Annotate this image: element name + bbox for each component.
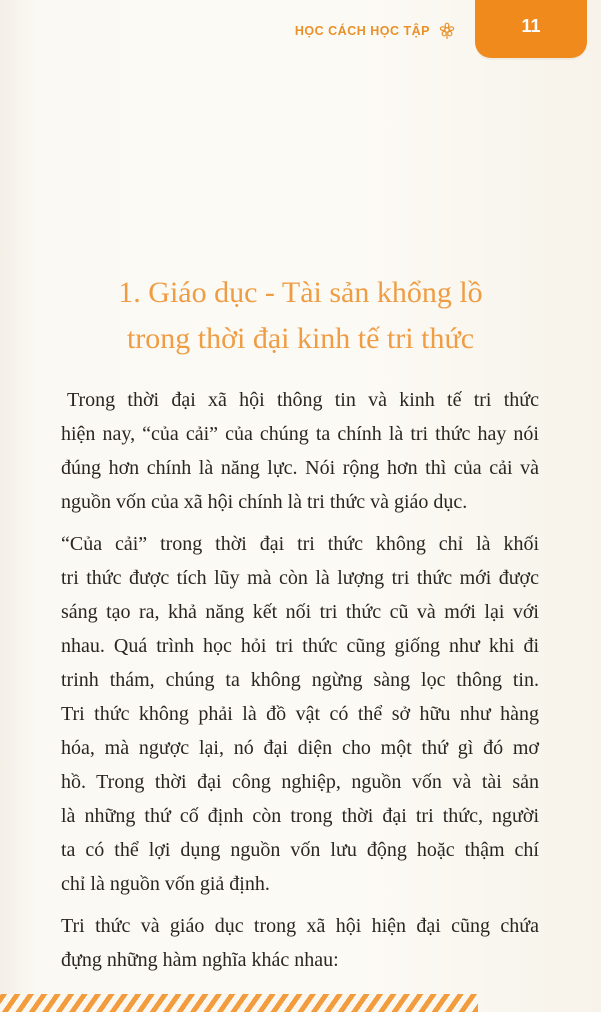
flower-icon [438, 22, 456, 40]
text-line: đúng hơn chính là năng lực. Nói rộng hơn thì của cải và [61, 457, 539, 479]
text-line: Tri thức và giáo dục trong xã hội hiện đại cũng chứa [61, 915, 539, 937]
text-line: đựng những hàm nghĩa khác nhau: [61, 949, 339, 971]
running-title: HỌC CÁCH HỌC TẬP [294, 24, 430, 38]
text-line: nhau. Quá trình học hỏi tri thức cũng giống như khi đi [61, 635, 539, 657]
page-number-tab [475, 0, 587, 58]
text-line: trinh thám, chúng ta không ngừng sàng lọc thông tin. [61, 669, 539, 691]
section-heading-line-1: 1. Giáo dục - Tài sản khổng lồ [118, 276, 483, 310]
text-line: chỉ là nguồn vốn giả định. [61, 873, 270, 895]
text-line: tri thức được tích lũy mà còn là lượng tri thức mới được [61, 567, 539, 589]
text-line: nguồn vốn của xã hội chính là tri thức và giáo dục. [61, 491, 468, 513]
page-number: 11 [521, 15, 541, 36]
text-line: sáng tạo ra, khả năng kết nối tri thức cũ và mới lại với [61, 601, 539, 623]
text-line: hiện nay, “của cải” của chúng ta chính là tri thức hay nói [61, 423, 539, 445]
section-heading-line-2: trong thời đại kinh tế tri thức [126, 322, 475, 356]
running-header [295, 22, 456, 40]
body-text [61, 383, 539, 985]
paragraph [61, 527, 539, 901]
text-line: Tri thức không phải là đồ vật có thể sở hữu như hàng [61, 703, 539, 725]
text-line: hồ. Trong thời đại công nghiệp, nguồn vốn và tài sản [61, 771, 539, 793]
text-line: “Của cải” trong thời đại tri thức không chỉ là khối [61, 533, 539, 555]
text-line: Trong thời đại xã hội thông tin và kinh tế tri thức [67, 389, 539, 411]
text-line: hóa, mà ngược lại, nó đại diện cho một thứ gì đó mơ [61, 737, 539, 759]
paragraph [61, 909, 539, 977]
decorative-stripe-band [0, 994, 478, 1012]
section-heading [40, 270, 561, 362]
text-line: ta có thể lợi dụng nguồn vốn lưu động hoặc thậm chí [61, 839, 539, 861]
paragraph [61, 383, 539, 519]
text-line: là những thứ cố định còn trong thời đại tri thức, người [61, 805, 539, 827]
